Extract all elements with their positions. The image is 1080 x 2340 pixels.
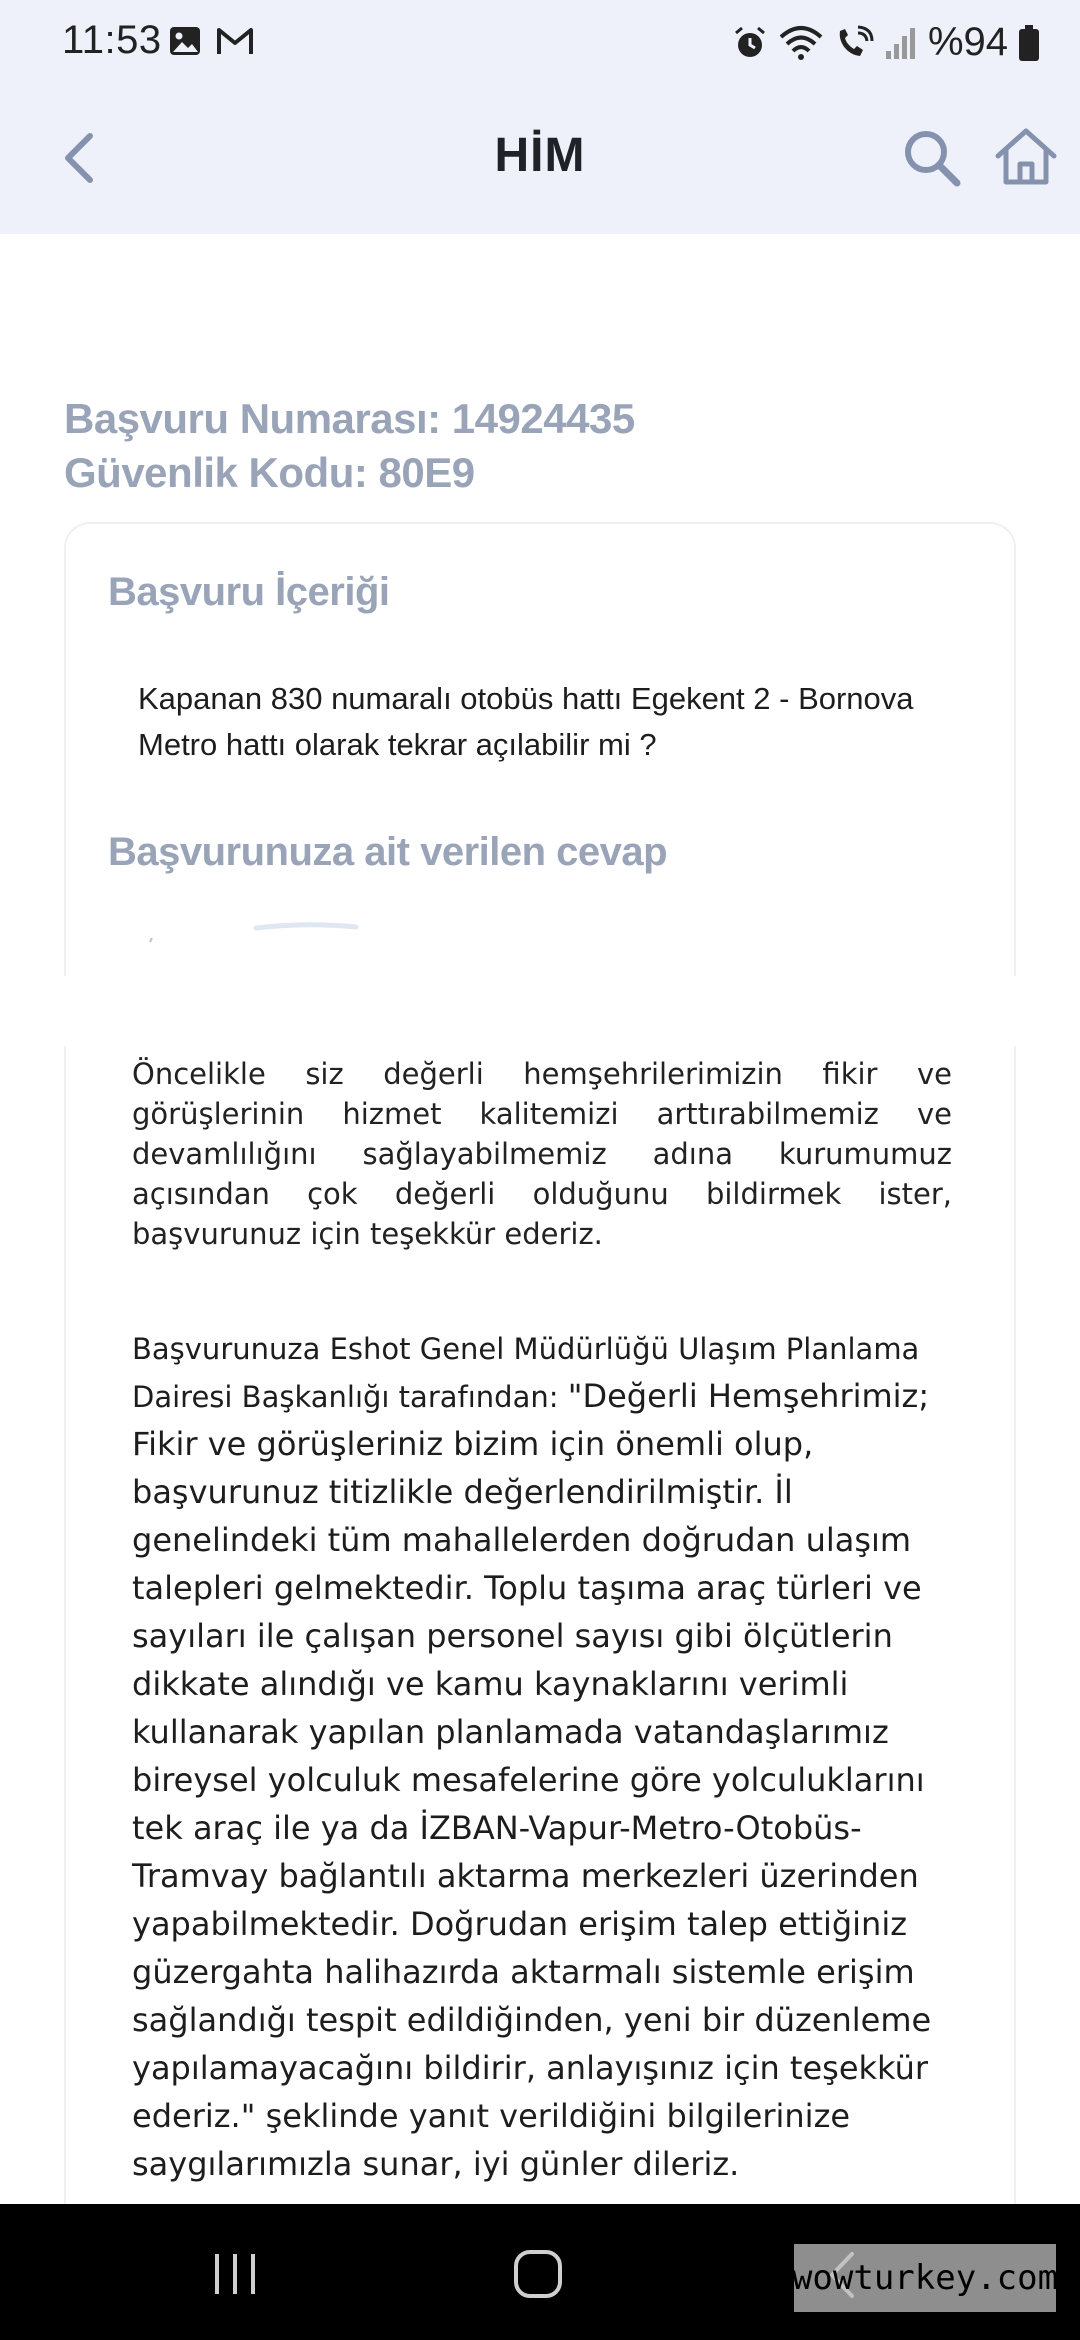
response-section-title: Başvurunuza ait verilen cevap xyxy=(108,830,668,874)
battery-percentage: %94 xyxy=(927,20,1008,64)
status-time: 11:53 xyxy=(62,18,162,62)
answer-intro-text: Öncelikle siz değerli hemşehrilerimizin fikir ve görüşlerinin hizmet kalitemizi arttırabilmemiz ve devamlılığını sağlayabilmemiz adına kurumumuz açısından çok değerli olduğunu bildirmek ister, başvurunuz için teşekkür ederiz. xyxy=(132,1057,952,1251)
image-icon xyxy=(168,24,202,58)
status-bar xyxy=(0,0,1080,84)
application-number: Başvuru Numarası: 14924435 xyxy=(64,395,635,442)
status-system-icons xyxy=(732,20,1040,65)
answer-body-lead: Başvurunuza Eshot Genel Müdürlüğü Ulaşım Planlama Dairesi Başkanlığı tarafından: xyxy=(132,1332,920,1414)
answer-body-text xyxy=(132,1324,972,2188)
gmail-icon xyxy=(216,24,254,58)
search-icon xyxy=(901,127,963,189)
card-gap xyxy=(62,976,1022,1046)
status-notification-icons xyxy=(168,24,254,58)
search-button[interactable] xyxy=(896,122,968,194)
signal-icon xyxy=(884,25,918,61)
wifi-icon xyxy=(778,25,824,61)
battery-icon xyxy=(1018,24,1040,62)
wifi-call-icon xyxy=(834,25,874,61)
page-title: HİM xyxy=(494,129,586,182)
home-button[interactable] xyxy=(990,120,1062,192)
security-code: Güvenlik Kodu: 80E9 xyxy=(64,449,475,496)
home-icon xyxy=(994,126,1058,186)
home-circle-icon[interactable] xyxy=(512,2248,564,2300)
application-card xyxy=(64,522,1016,2282)
application-info xyxy=(64,392,635,500)
alarm-icon xyxy=(732,25,768,61)
watermark: wowturkey.com xyxy=(794,2244,1056,2312)
redaction-mark xyxy=(126,914,366,944)
content-section-title: Başvuru İçeriği xyxy=(108,570,390,614)
question-text: Kapanan 830 numaralı otobüs hattı Egekent 2 - Bornova Metro hattı olarak tekrar açılabilir mi ? xyxy=(138,681,914,762)
recent-apps-icon[interactable] xyxy=(210,2252,260,2296)
answer-body-main: "Değerli Hemşehrimiz; Fikir ve görüşleriniz bizim için önemli olup, başvurunuz titizlikle değerlendirilmiştir. İl genelindeki tüm mahallelerden doğrudan ulaşım talepleri gelmektedir. Toplu taşıma araç türleri ve sayıları ile çalışan personel sayısı gibi ölçütlerin dikkate alındığı ve kamu kaynaklarını verimli kullanarak yapılan planlamada vatandaşlarımız bireysel yolculuk mesafelerine göre yolculuklarını tek araç ile ya da İZBAN-Vapur-Metro-Otobüs-Tramvay bağlantılı aktarma merkezleri üzerinden yapabilmektedir. Doğrudan erişim talep ettiğiniz güzergahta halihazırda aktarmalı sistemle erişim sağlandığı tespit edildiğinden, yeni bir düzenleme yapılamayacağını bildirir, anlayışınız için teşekkür ederiz." şeklinde yanıt verildiğini bilgilerinize saygılarımızla sunar, iyi günler dileriz. xyxy=(132,1377,932,2183)
app-header xyxy=(0,84,1080,234)
